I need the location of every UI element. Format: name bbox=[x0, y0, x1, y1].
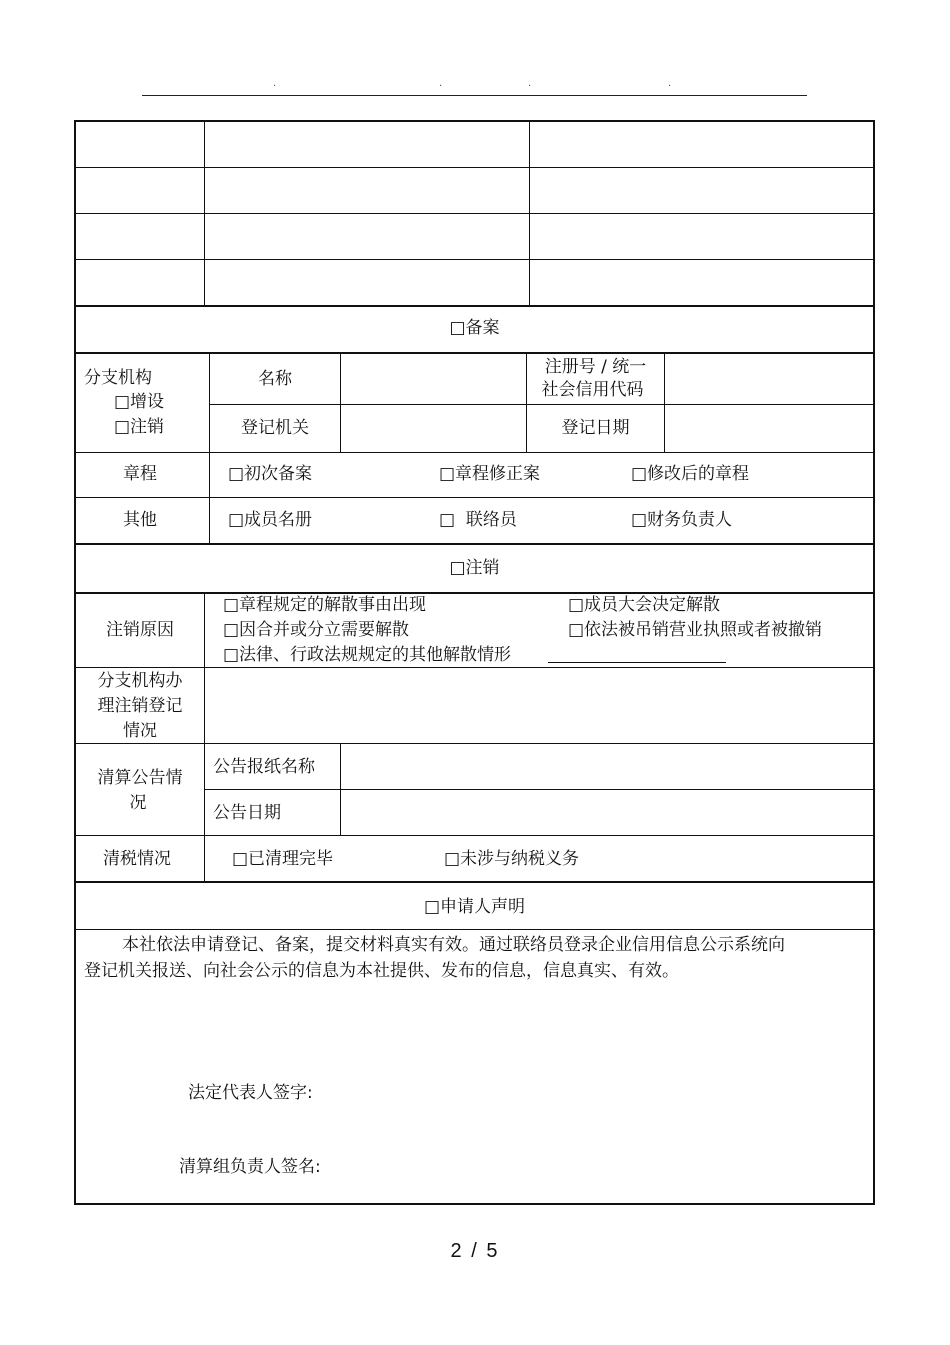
other-option-liaison[interactable]: □ 联络员 bbox=[439, 510, 517, 530]
section-title-cancel: □注销 bbox=[449, 558, 500, 578]
other-option-finance[interactable]: □财务负责人 bbox=[631, 510, 733, 530]
row-divider bbox=[75, 352, 873, 354]
table-border-right bbox=[873, 120, 875, 1205]
charter-option-amendment[interactable]: □章程修正案 bbox=[439, 464, 541, 484]
col-divider bbox=[340, 744, 341, 835]
fill-in-underline bbox=[548, 662, 726, 663]
reason-option-charter[interactable]: □章程规定的解散事由出现 bbox=[223, 595, 427, 615]
branch-label: 分支机构 bbox=[84, 368, 152, 388]
col-divider bbox=[664, 353, 665, 452]
tax-option-cleared[interactable]: □已清理完毕 bbox=[232, 849, 334, 869]
charter-option-revised[interactable]: □修改后的章程 bbox=[631, 464, 750, 484]
row-divider bbox=[75, 259, 873, 260]
notice-date-label: 公告日期 bbox=[213, 803, 281, 823]
tax-option-none[interactable]: □未涉与纳税义务 bbox=[444, 849, 580, 869]
notice-label: 清算公告情 bbox=[97, 768, 183, 788]
declaration-text bbox=[84, 932, 844, 984]
section-title-beian: □备案 bbox=[449, 318, 500, 338]
col-divider bbox=[340, 353, 341, 452]
table-border-left bbox=[74, 120, 76, 1205]
branch-cancel-label-2: 理注销登记 bbox=[97, 696, 183, 716]
row-divider bbox=[75, 213, 873, 214]
tax-label: 清税情况 bbox=[103, 849, 171, 869]
row-divider bbox=[75, 835, 873, 836]
row-divider bbox=[75, 592, 873, 594]
section-title-declaration: □申请人声明 bbox=[423, 897, 526, 917]
col-divider bbox=[204, 121, 205, 305]
row-divider bbox=[75, 452, 873, 453]
branch-option-add[interactable]: □增设 bbox=[114, 392, 165, 412]
row-divider bbox=[209, 404, 873, 405]
declaration-line-1: 本社依法申请登记、备案，提交材料真实有效。通过联络员登录企业信用信息公示系统向 bbox=[122, 935, 785, 955]
row-divider bbox=[75, 167, 873, 168]
reg-date-label: 登记日期 bbox=[561, 418, 630, 438]
reg-no-label: 注册号 / 统一 bbox=[544, 357, 647, 377]
notice-label-2: 况 bbox=[129, 793, 147, 813]
newspaper-label: 公告报纸名称 bbox=[213, 757, 315, 777]
charter-option-initial[interactable]: □初次备案 bbox=[228, 464, 313, 484]
row-divider bbox=[75, 305, 873, 307]
reason-option-merger[interactable]: □因合并或分立需要解散 bbox=[223, 620, 410, 640]
cancel-reason-label: 注销原因 bbox=[106, 620, 174, 640]
header-dot: . bbox=[439, 78, 443, 89]
reg-no-label-2: 社会信用代码 bbox=[541, 380, 644, 400]
authority-label: 登记机关 bbox=[241, 418, 309, 438]
row-divider bbox=[75, 881, 873, 883]
other-option-members[interactable]: □成员名册 bbox=[228, 510, 313, 530]
header-dot: . bbox=[668, 78, 672, 89]
header-rule bbox=[142, 95, 807, 96]
col-divider bbox=[529, 121, 530, 305]
row-divider bbox=[75, 543, 873, 545]
branch-name-label: 名称 bbox=[258, 369, 292, 389]
reason-option-other[interactable]: □法律、行政法规规定的其他解散情形 bbox=[223, 645, 512, 665]
header-dot: . bbox=[528, 78, 532, 89]
reason-option-assembly[interactable]: □成员大会决定解散 bbox=[568, 595, 721, 615]
branch-cancel-label-3: 情况 bbox=[123, 721, 157, 741]
row-divider bbox=[75, 497, 873, 498]
page-number: 2 / 5 bbox=[450, 1240, 500, 1262]
reason-option-revoked[interactable]: □依法被吊销营业执照或者被撤销 bbox=[568, 620, 823, 640]
table-border-bottom bbox=[74, 1203, 875, 1205]
liquidation-signature-label: 清算组负责人签名: bbox=[179, 1157, 321, 1177]
col-divider bbox=[204, 593, 205, 882]
declaration-line-2: 登记机关报送、向社会公示的信息为本社提供、发布的信息，信息真实、有效。 bbox=[84, 961, 679, 981]
row-divider bbox=[75, 929, 873, 930]
legal-rep-signature-label: 法定代表人签字: bbox=[188, 1083, 313, 1103]
branch-cancel-label: 分支机构办 bbox=[97, 671, 183, 691]
row-divider bbox=[204, 789, 873, 790]
header-dot: . bbox=[273, 78, 277, 89]
other-label: 其他 bbox=[123, 510, 157, 530]
table-border-top bbox=[74, 120, 875, 122]
charter-label: 章程 bbox=[123, 464, 157, 484]
branch-option-cancel[interactable]: □注销 bbox=[114, 417, 165, 437]
